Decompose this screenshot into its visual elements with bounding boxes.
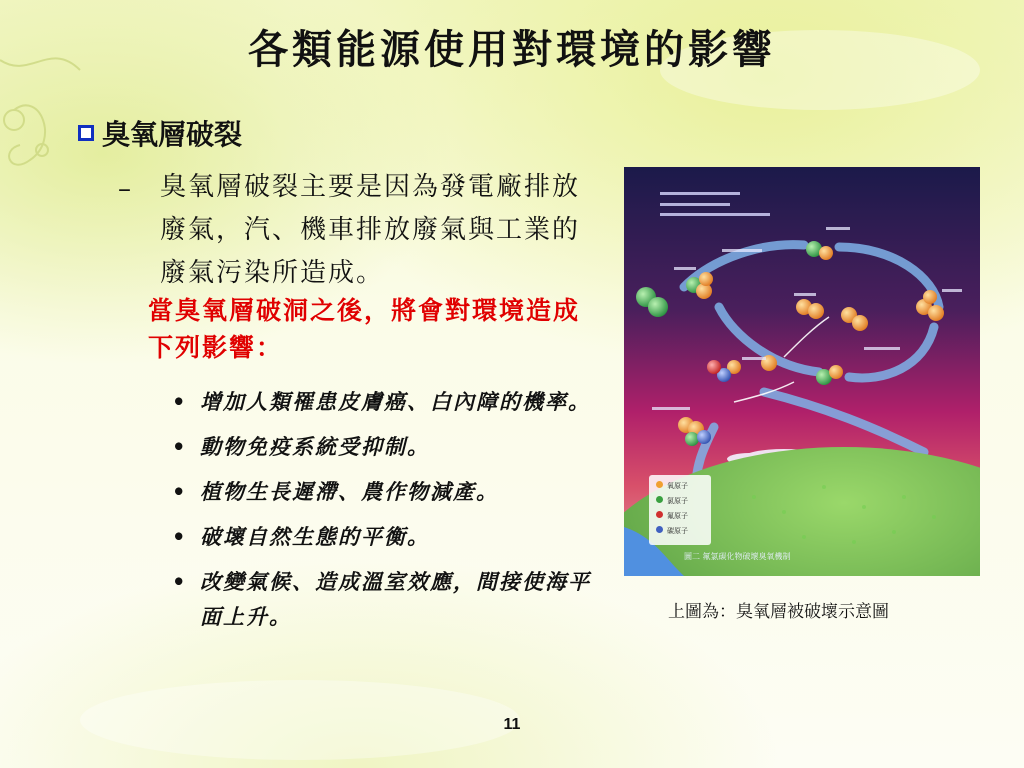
legend-item: 碳原子 <box>656 524 712 539</box>
list-item: • 破壞自然生態的平衡。 <box>172 519 612 554</box>
bullet-dot: • <box>172 524 188 549</box>
legend-item: 氯原子 <box>656 494 712 509</box>
list-item: • 動物免疫系統受抑制。 <box>172 429 612 464</box>
impact-intro: 當臭氧層破洞之後，將會對環境造成下列影響： <box>148 296 581 362</box>
list-item: • 改變氣候、造成溫室效應，間接使海平面上升。 <box>172 564 612 634</box>
impact-list <box>172 384 612 644</box>
bullet-dot: • <box>172 479 188 504</box>
bullet-dot: • <box>172 434 188 459</box>
figure-footer: 圖二 氟氯碳化物破壞臭氧機制 <box>684 552 791 561</box>
heading-text: 臭氧層破裂 <box>102 118 243 151</box>
section-heading <box>78 113 242 153</box>
fluorine-dot-icon <box>656 511 663 518</box>
list-item: • 增加人類罹患皮膚癌、白內障的機率。 <box>172 384 612 419</box>
square-bullet-icon <box>78 125 94 141</box>
cause-paragraph: 臭氧層破裂主要是因為發電廠排放廢氣，汽、機車排放廢氣與工業的廢氣污染所造成。 <box>160 172 581 288</box>
figure-legend <box>656 479 712 539</box>
chlorine-dot-icon <box>656 496 663 503</box>
page-number: 11 <box>503 716 521 733</box>
slide-title: 各類能源使用對環境的影響 <box>248 26 776 73</box>
bullet-dot: • <box>172 389 188 414</box>
carbon-dot-icon <box>656 526 663 533</box>
legend-item: 氟原子 <box>656 509 712 524</box>
bullet-dot: • <box>172 569 188 594</box>
oxygen-dot-icon <box>656 481 663 488</box>
list-item: • 植物生長遲滯、農作物減產。 <box>172 474 612 509</box>
figure-caption: 上圖為：臭氧層被破壞示意圖 <box>668 602 889 622</box>
dash-bullet: – <box>118 174 131 204</box>
legend-item: 氧原子 <box>656 479 712 494</box>
ozone-depletion-figure <box>624 167 980 576</box>
